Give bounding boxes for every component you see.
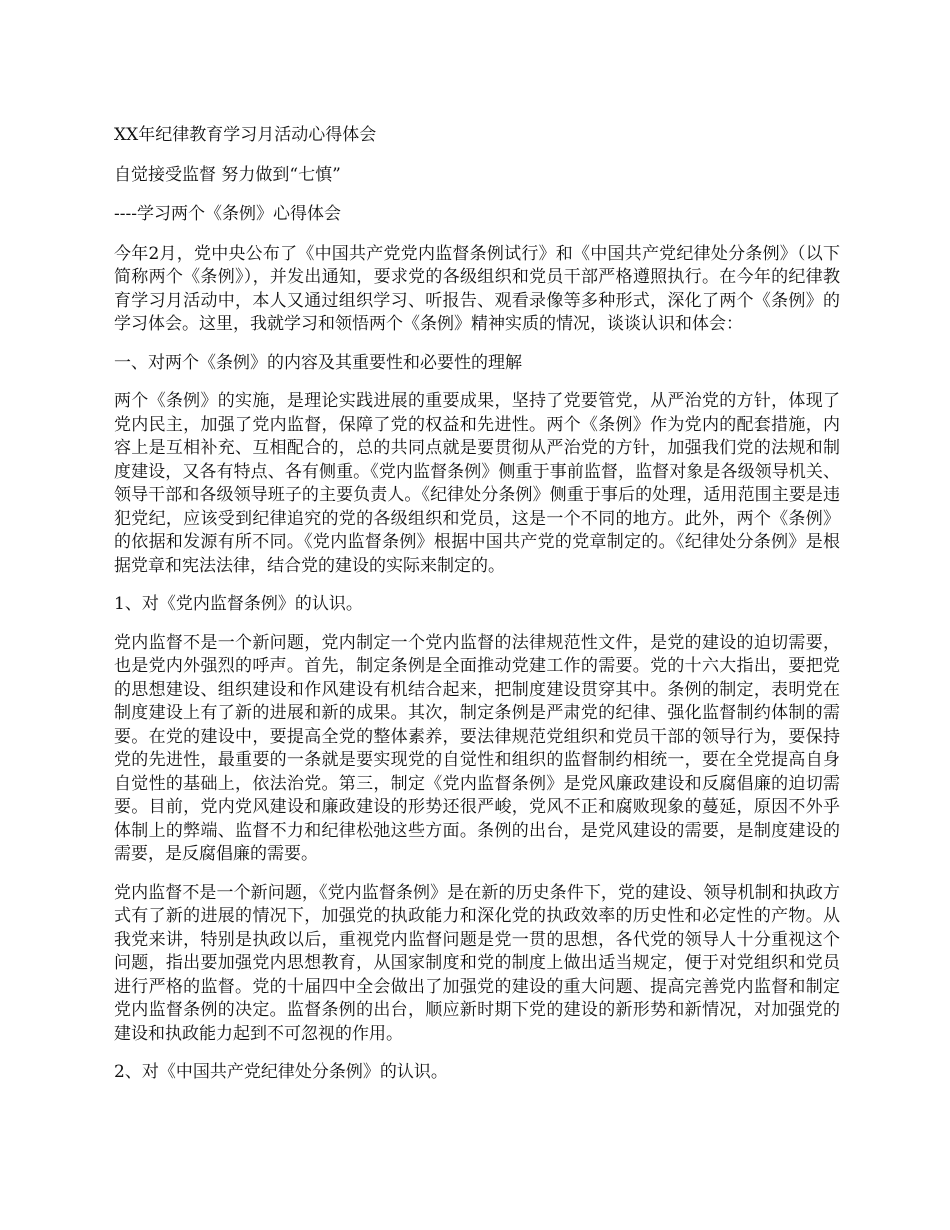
paragraph-body: 党内监督不是一个新问题，《党内监督条例》是在新的历史条件下，党的建设、领导机制和执政方式有了新的进展的情况下，加强党的执政能力和深化党的执政效率的历史性和必定性的产物。从我党来讲，特别是执政以后，重视党内监督问题是党一贯的思想，各代党的领导人十分重视这个问题，指出要加强党内思想教育，从国家制度和党的制度上做出适当规定，便于对党组织和党员进行严格的监督。党的十届四中全会做出了加强党的建设的重大问题、提高完善党内监督和制定党内监督条例的决定。监督条例的出台，顺应新时期下党的建设的新形势和新情况，对加强党的建设和执政能力起到不可忽视的作用。 [114,882,840,1044]
paragraph-body: 党内监督不是一个新问题，党内制定一个党内监督的法律规范性文件，是党的建设的迫切需要，也是党内外强烈的呼声。首先，制定条例是全面推动党建工作的需要。党的十六大指出，要把党的思想建设、组织建设和作风建设有机结合起来，把制度建设贯穿其中。条例的制定，表明党在制度建设上有了新的进展和新的成果。其次，制定条例是严肃党的纪律、强化监督制约体制的需要。在党的建设中，要提高全党的整体素养，要法律规范党组织和党员干部的领导行为，要保持党的先进性，最重要的一条就是要实现党的自觉性和组织的监督制约相统一，要在全党提高自身自觉性的基础上，依法治党。第三，制定《党内监督条例》是党风廉政建设和反腐倡廉的迫切需要。目前，党内党风建设和廉政建设的形势还很严峻，党风不正和腐败现象的蔓延，原因不外乎体制上的弊端、监督不力和纪律松弛这些方面。条例的出台，是党风建设的需要，是制度建设的需要，是反腐倡廉的需要。 [114,632,840,864]
document-subtitle: 自觉接受监督 努力做到“七慎” [114,164,341,185]
document-byline: ----学习两个《条例》心得体会 [114,204,341,224]
paragraph-body: 两个《条例》的实施，是理论实践进展的重要成果，坚持了党要管党，从严治党的方针，体现了党内民主，加强了党内监督，保障了党的权益和先进性。两个《条例》作为党内的配套措施，内容上是互相补充、互相配合的，总的共同点就是要贯彻从严治党的方针，加强我们党的法规和制度建设，又各有特点、各有侧重。《党内监督条例》侧重于事前监督，监督对象是各级领导机关、领导干部和各级领导班子的主要负责人。《纪律处分条例》侧重于事后的处理，适用范围主要是违犯党纪，应该受到纪律追究的党的各级组织和党员，这是一个不同的地方。此外，两个《条例》的依据和发源有所不同。《党内监督条例》根据中国共产党的党章制定的。《纪律处分条例》是根据党章和宪法法律，结合党的建设的实际来制定的。 [114,391,840,576]
document-title: XX年纪律教育学习月活动心得体会 [114,125,377,145]
paragraph-intro: 今年2月，党中央公布了《中国共产党党内监督条例试行》和《中国共产党纪律处分条例》（以下简称两个《条例》），并发出通知，要求党的各级组织和党员干部严格遵照执行。在今年的纪律教育学习月活动中，本人又通过组织学习、听报告、观看录像等多种形式，深化了两个《条例》的学习体会。这里，我就学习和领悟两个《条例》精神实质的情况，谈谈认识和体会： [114,243,840,334]
section-heading-1: 一、对两个《条例》的内容及其重要性和必要性的理解 [114,352,522,373]
document-page [114,124,840,1100]
subsection-heading-2: 2、对《中国共产党纪律处分条例》的认识。 [114,1062,448,1082]
subsection-heading-1: 1、对《党内监督条例》的认识。 [114,594,363,614]
